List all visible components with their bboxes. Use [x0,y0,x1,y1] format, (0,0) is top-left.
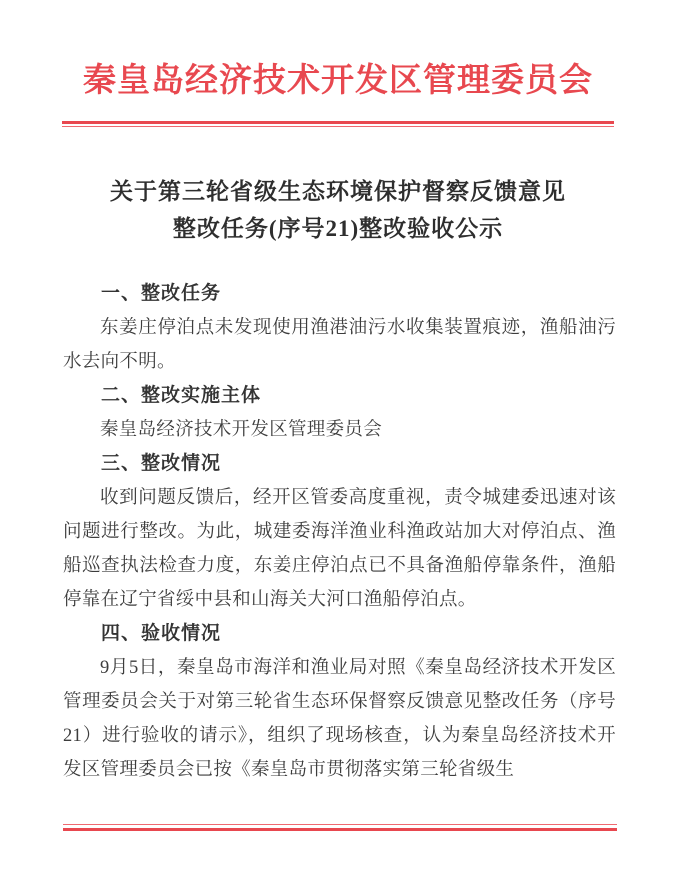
divider-thick-line [62,121,614,124]
section-acceptance-status [63,617,616,787]
divider-thin-line [63,824,617,825]
document-title [40,173,636,247]
section-heading: 二、整改实施主体 [101,385,262,406]
section-paragraph: 收到问题反馈后，经开区管委高度重视，责令城建委迅速对该问题进行整改。为此，城建委海洋渔业科渔政站加大对停泊点、渔船巡查执法检查力度，东姜庄停泊点已不具备渔船停靠条件，渔船停靠在辽宁省绥中县和山海关大河口渔船停泊点。 [63,488,616,610]
document-body [63,277,616,787]
divider-thin-line [62,126,614,127]
section-implementing-body [63,379,616,447]
letterhead-org-name: 秦皇岛经济技术开发区管理委员会 [83,63,593,99]
section-heading: 三、整改情况 [101,453,222,474]
section-heading: 一、整改任务 [101,283,222,304]
letterhead-divider [62,121,614,127]
letterhead [0,0,676,127]
section-rectification-task [63,277,616,379]
document-content [0,173,676,787]
section-paragraph: 东姜庄停泊点未发现使用渔港油污水收集装置痕迹，渔船油污水去向不明。 [63,318,616,372]
divider-thick-line [63,828,617,831]
section-paragraph: 秦皇岛经济技术开发区管理委员会 [100,420,383,440]
section-heading: 四、验收情况 [101,623,222,644]
section-paragraph: 9月5日，秦皇岛市海洋和渔业局对照《秦皇岛经济技术开发区管理委员会关于对第三轮省生态环保督察反馈意见整改任务（序号21）进行验收的请示》，组织了现场核查，认为秦皇岛经济技术开发区管理委员会已按《秦皇岛市贯彻落实第三轮省级生 [63,658,616,780]
section-rectification-status [63,447,616,617]
footer-divider [63,824,617,831]
document-title-line-2: 整改任务(序号21)整改验收公示 [172,216,504,241]
document-title-line-1: 关于第三轮省级生态环境保护督察反馈意见 [110,179,566,204]
